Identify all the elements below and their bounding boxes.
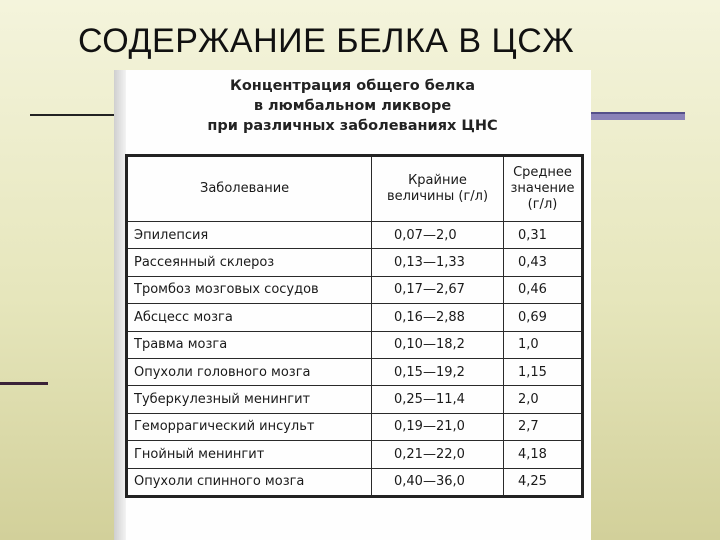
caption-line-1: Концентрация общего белка xyxy=(229,78,475,94)
table-row xyxy=(127,468,583,496)
cell-range: 0,16—2,88 xyxy=(372,304,504,331)
cell-disease: Туберкулезный менингит xyxy=(127,386,372,413)
table-row xyxy=(127,331,583,358)
cell-range: 0,19—21,0 xyxy=(372,413,504,440)
cell-mean: 4,18 xyxy=(504,441,583,468)
decorative-bar-right xyxy=(590,112,685,120)
cell-disease: Эпилепсия xyxy=(127,222,372,249)
header-range-line-2: величины (г/л) xyxy=(386,189,489,204)
cell-mean: 0,69 xyxy=(504,304,583,331)
table-row xyxy=(127,222,583,249)
header-range-line-1: Крайние xyxy=(408,173,467,188)
decorative-line-left xyxy=(30,114,116,116)
cell-range: 0,07—2,0 xyxy=(372,222,504,249)
cell-disease: Гнойный менингит xyxy=(127,441,372,468)
table-row xyxy=(127,249,583,276)
cell-mean: 0,31 xyxy=(504,222,583,249)
cell-mean: 4,25 xyxy=(504,468,583,496)
caption-line-3: при различных заболеваниях ЦНС xyxy=(207,118,498,134)
header-disease: Заболевание xyxy=(127,156,372,222)
header-mean-line-1: Среднее xyxy=(513,165,572,180)
table-row xyxy=(127,276,583,303)
cell-mean: 0,46 xyxy=(504,276,583,303)
cell-mean: 2,0 xyxy=(504,386,583,413)
cell-disease: Травма мозга xyxy=(127,331,372,358)
header-range xyxy=(372,156,504,222)
cell-mean: 1,0 xyxy=(504,331,583,358)
caption-line-2: в люмбальном ликворе xyxy=(253,98,452,114)
table-row xyxy=(127,358,583,385)
cell-mean: 1,15 xyxy=(504,358,583,385)
cell-mean: 0,43 xyxy=(504,249,583,276)
decorative-bar-bottom-left xyxy=(0,382,48,385)
cell-disease: Опухоли спинного мозга xyxy=(127,468,372,496)
table-row xyxy=(127,304,583,331)
cell-range: 0,21—22,0 xyxy=(372,441,504,468)
table-caption xyxy=(114,76,591,136)
cell-mean: 2,7 xyxy=(504,413,583,440)
slide-title: СОДЕРЖАНИЕ БЕЛКА В ЦСЖ xyxy=(78,22,575,60)
cell-disease: Абсцесс мозга xyxy=(127,304,372,331)
cell-range: 0,25—11,4 xyxy=(372,386,504,413)
table-header-row xyxy=(127,156,583,222)
cell-range: 0,17—2,67 xyxy=(372,276,504,303)
cell-range: 0,10—18,2 xyxy=(372,331,504,358)
scanned-table-image xyxy=(114,70,591,540)
cell-disease: Опухоли головного мозга xyxy=(127,358,372,385)
header-mean-line-2: значение xyxy=(510,181,575,196)
cell-disease: Рассеянный склероз xyxy=(127,249,372,276)
header-mean-line-3: (г/л) xyxy=(527,197,558,212)
cell-disease: Геморрагический инсульт xyxy=(127,413,372,440)
table-row xyxy=(127,386,583,413)
protein-table xyxy=(125,154,584,498)
header-mean xyxy=(504,156,583,222)
table-row xyxy=(127,413,583,440)
table-row xyxy=(127,441,583,468)
cell-range: 0,40—36,0 xyxy=(372,468,504,496)
cell-range: 0,13—1,33 xyxy=(372,249,504,276)
cell-range: 0,15—19,2 xyxy=(372,358,504,385)
cell-disease: Тромбоз мозговых сосудов xyxy=(127,276,372,303)
